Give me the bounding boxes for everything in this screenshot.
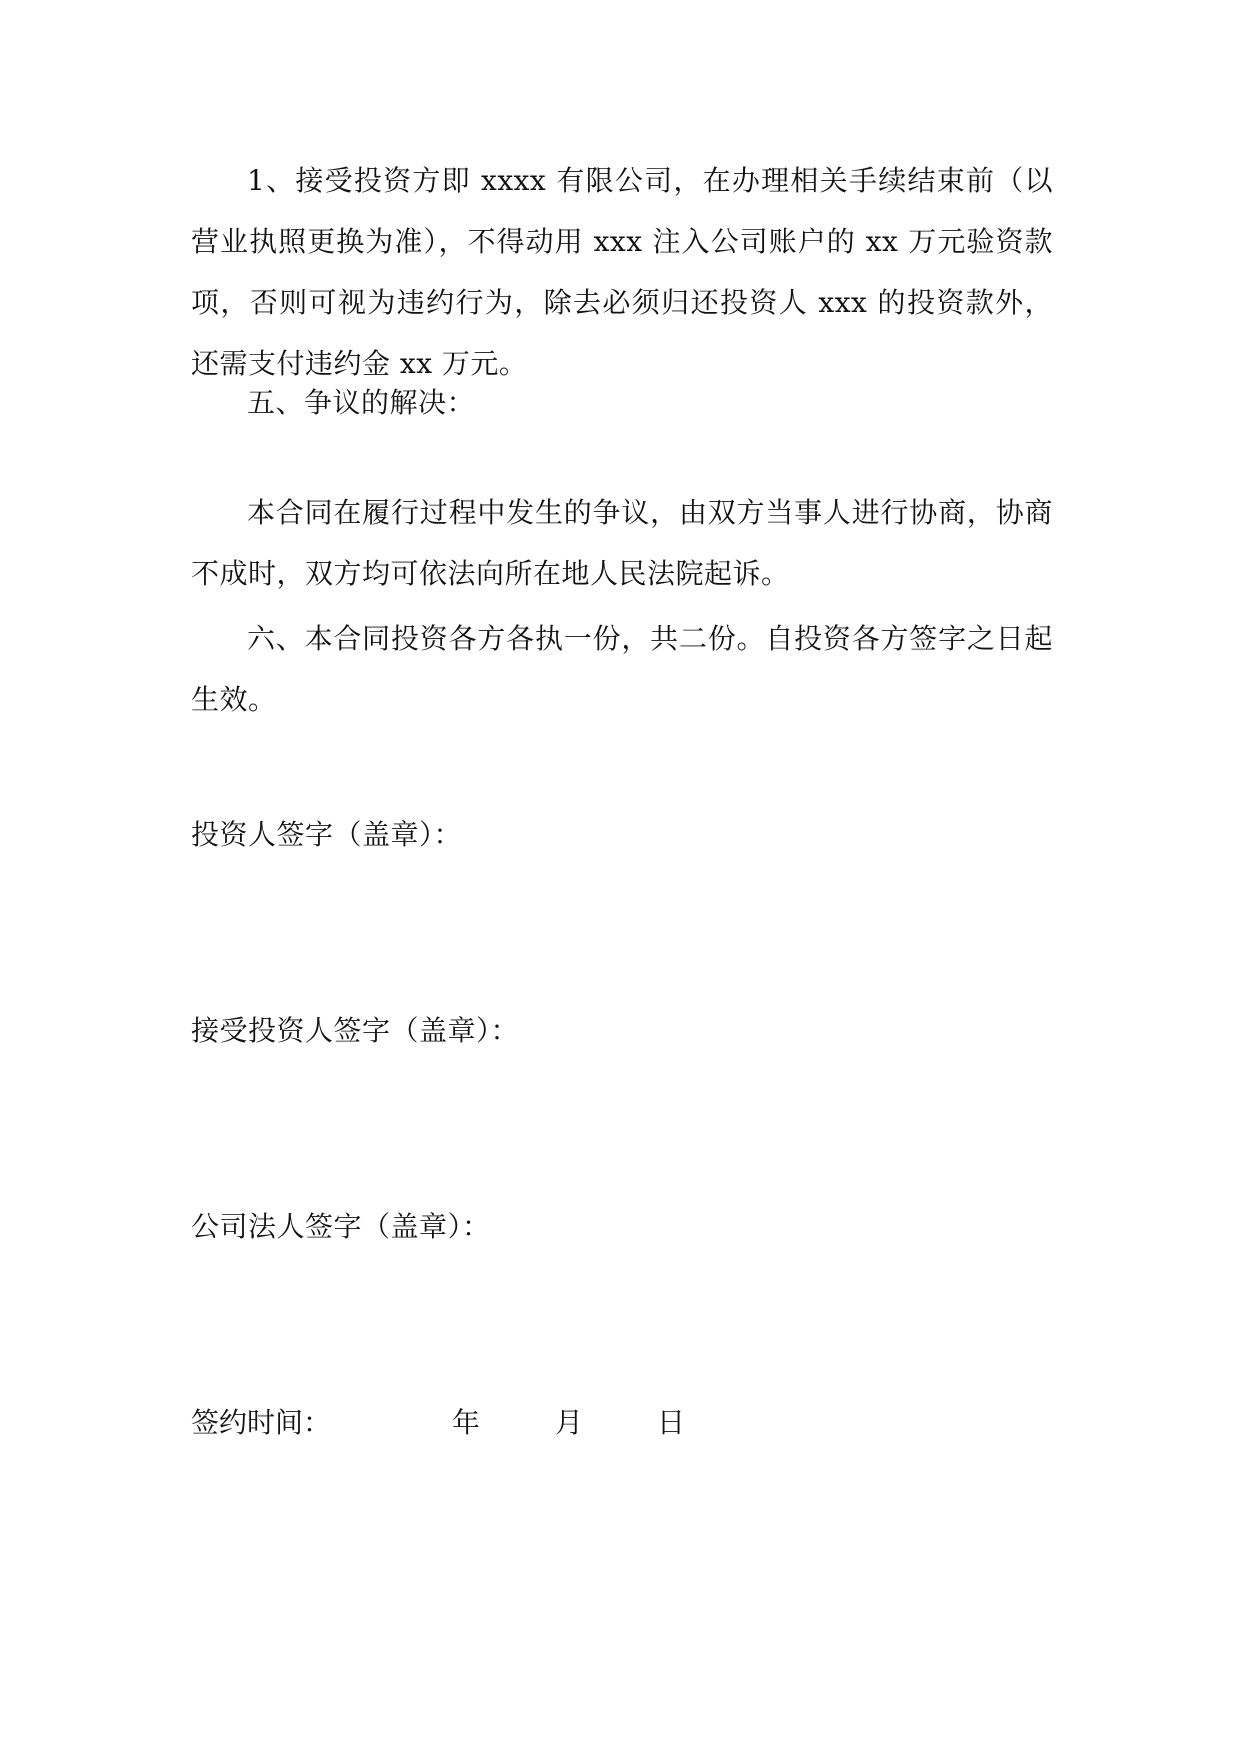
- signing-date-month: 月: [555, 1406, 584, 1439]
- legal-person-signature-label: 公司法人签字（盖章）：: [191, 1210, 491, 1243]
- section-6-paragraph: 六、本合同投资各方各执一份，共二份。自投资各方签字之日起生效。: [191, 622, 1053, 716]
- investor-signature-label: 投资人签字（盖章）：: [191, 818, 463, 851]
- section-5-heading: 五、争议的解决：: [247, 386, 476, 419]
- signing-date-label: 签约时间：: [191, 1406, 332, 1439]
- clause-1-paragraph: 1、接受投资方即 xxxx 有限公司，在办理相关手续结束前（以营业执照更换为准），不得动用 xxx 注入公司账户的 xx 万元验资款项，否则可视为违约行为，除去必须归还投资人 xxx 的投资款外，还需支付违约金 xx 万元。: [191, 164, 1053, 380]
- signing-date-day: 日: [657, 1406, 686, 1439]
- signing-date-year: 年: [452, 1406, 481, 1439]
- dispute-resolution-paragraph: 本合同在履行过程中发生的争议，由双方当事人进行协商，协商不成时，双方均可依法向所在地人民法院起诉。: [191, 496, 1053, 590]
- investee-signature-label: 接受投资人签字（盖章）：: [191, 1014, 520, 1047]
